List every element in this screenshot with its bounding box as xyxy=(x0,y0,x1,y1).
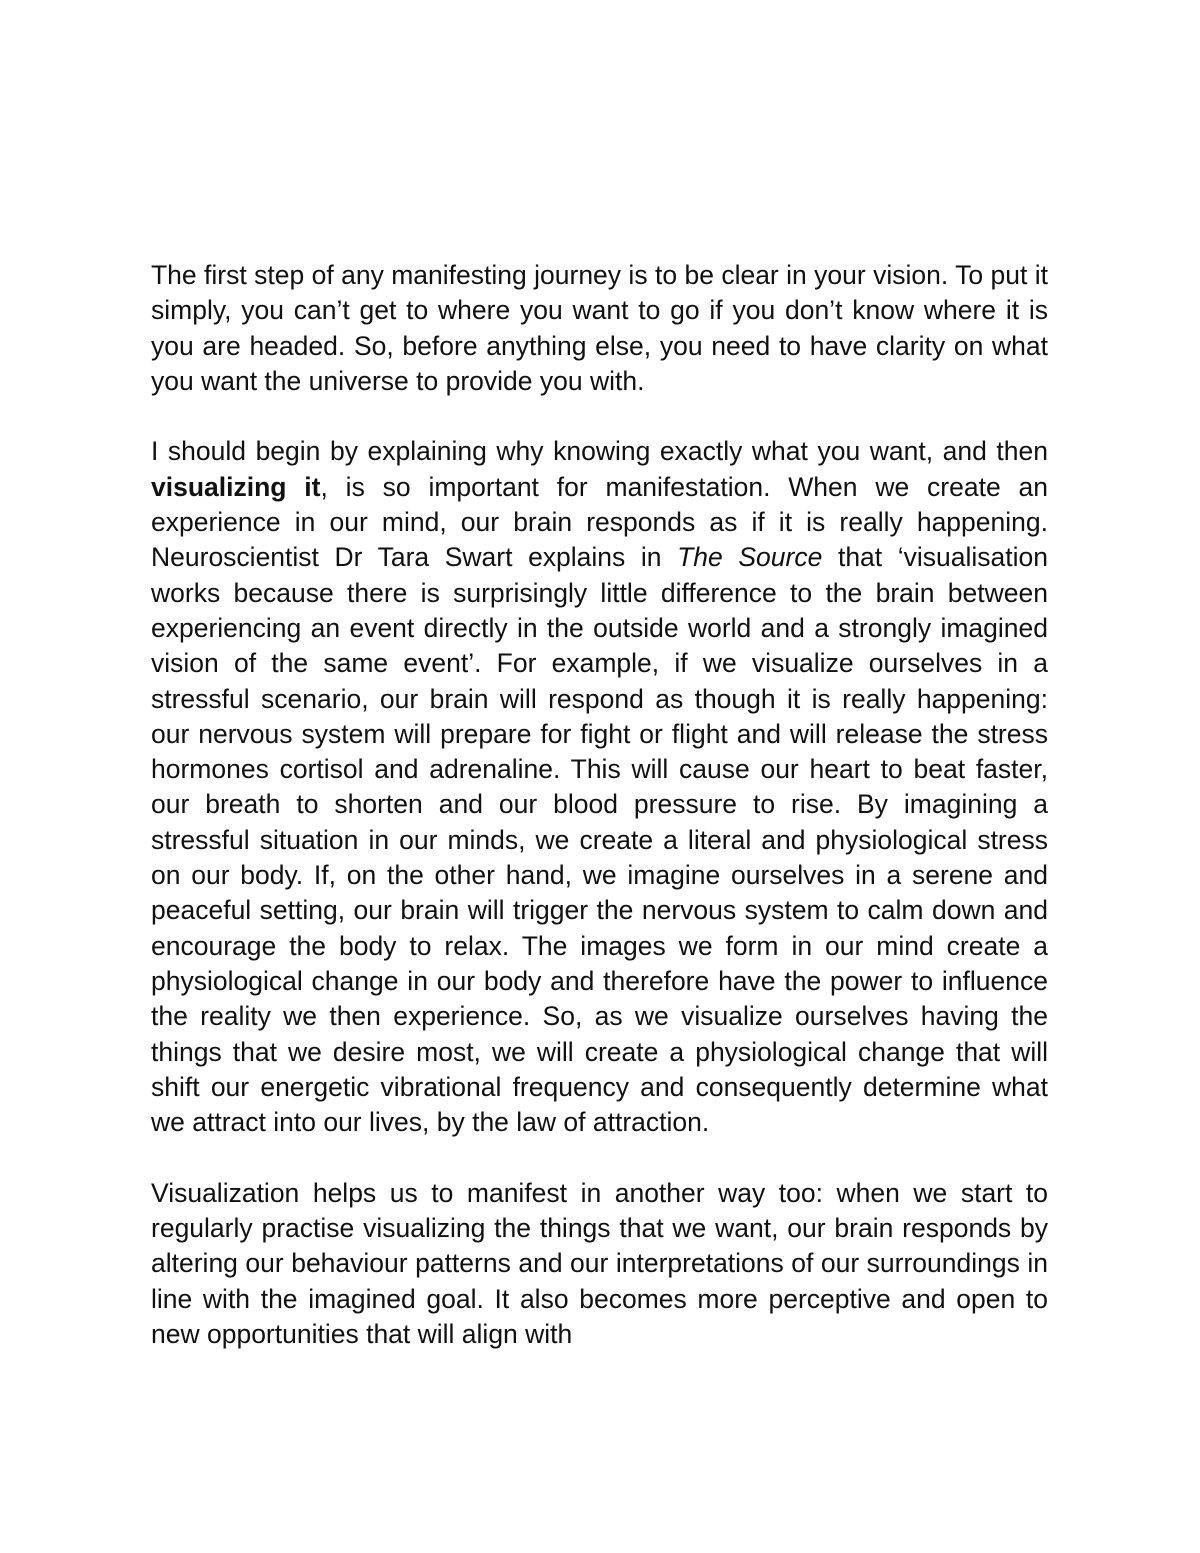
book-title: The Source xyxy=(677,542,823,573)
bold-phrase: visualizing it xyxy=(151,471,321,502)
paragraph-1: The first step of any manifesting journey is to be clear in your vision. To put it simply, you can’t get to where you want to go if you don’t know where it is you are headed. So, before anything else, you need to have clarity on what you want the universe to provide you with. xyxy=(151,260,1048,396)
paragraph-2-text-c: that ‘visualisation works because there is surprisingly little difference to the brain between experiencing an event directly in the outside world and a strongly imagined vision of the same event’. For example, if we visualize ourselves in a stressful scenario, our brain will respond as though it is really happening: our nervous system will prepare for fight or flight and will release the stress hormones cortisol and adrenaline. This will cause our heart to beat faster, our breath to shorten and our blood pressure to rise. By imagining a stressful situation in our minds, we create a literal and physiological stress on our body. If, on the other hand, we imagine ourselves in a serene and peaceful setting, our brain will trigger the nervous system to calm down and encourage the body to relax. The images we form in our mind create a physiological change in our body and therefore have the power to influence the reality we then experience. So, as we visualize ourselves having the things that we desire most, we will create a physiological change that will shift our energetic vibrational frequency and consequently determine what we attract into our lives, by the law of attraction. xyxy=(151,542,1048,1138)
paragraph-2-text-a: I should begin by explaining why knowing exactly what you want, and then xyxy=(151,436,1048,467)
paragraph-3: Visualization helps us to manifest in another way too: when we start to regularly practise visualizing the things that we want, our brain responds by altering our behaviour patterns and our interpretations of our surroundings in line with the imagined goal. It also becomes more perceptive and open to new opportunities that will align with xyxy=(151,1177,1048,1349)
paragraph-2 xyxy=(151,434,1048,1140)
paragraph-2-text-b: , is so important for manifestation. When we create an experience in our mind, our brain responds as if it is really happening. Neuroscientist Dr Tara Swart explains in xyxy=(151,471,1048,573)
body-text xyxy=(151,258,1048,1352)
